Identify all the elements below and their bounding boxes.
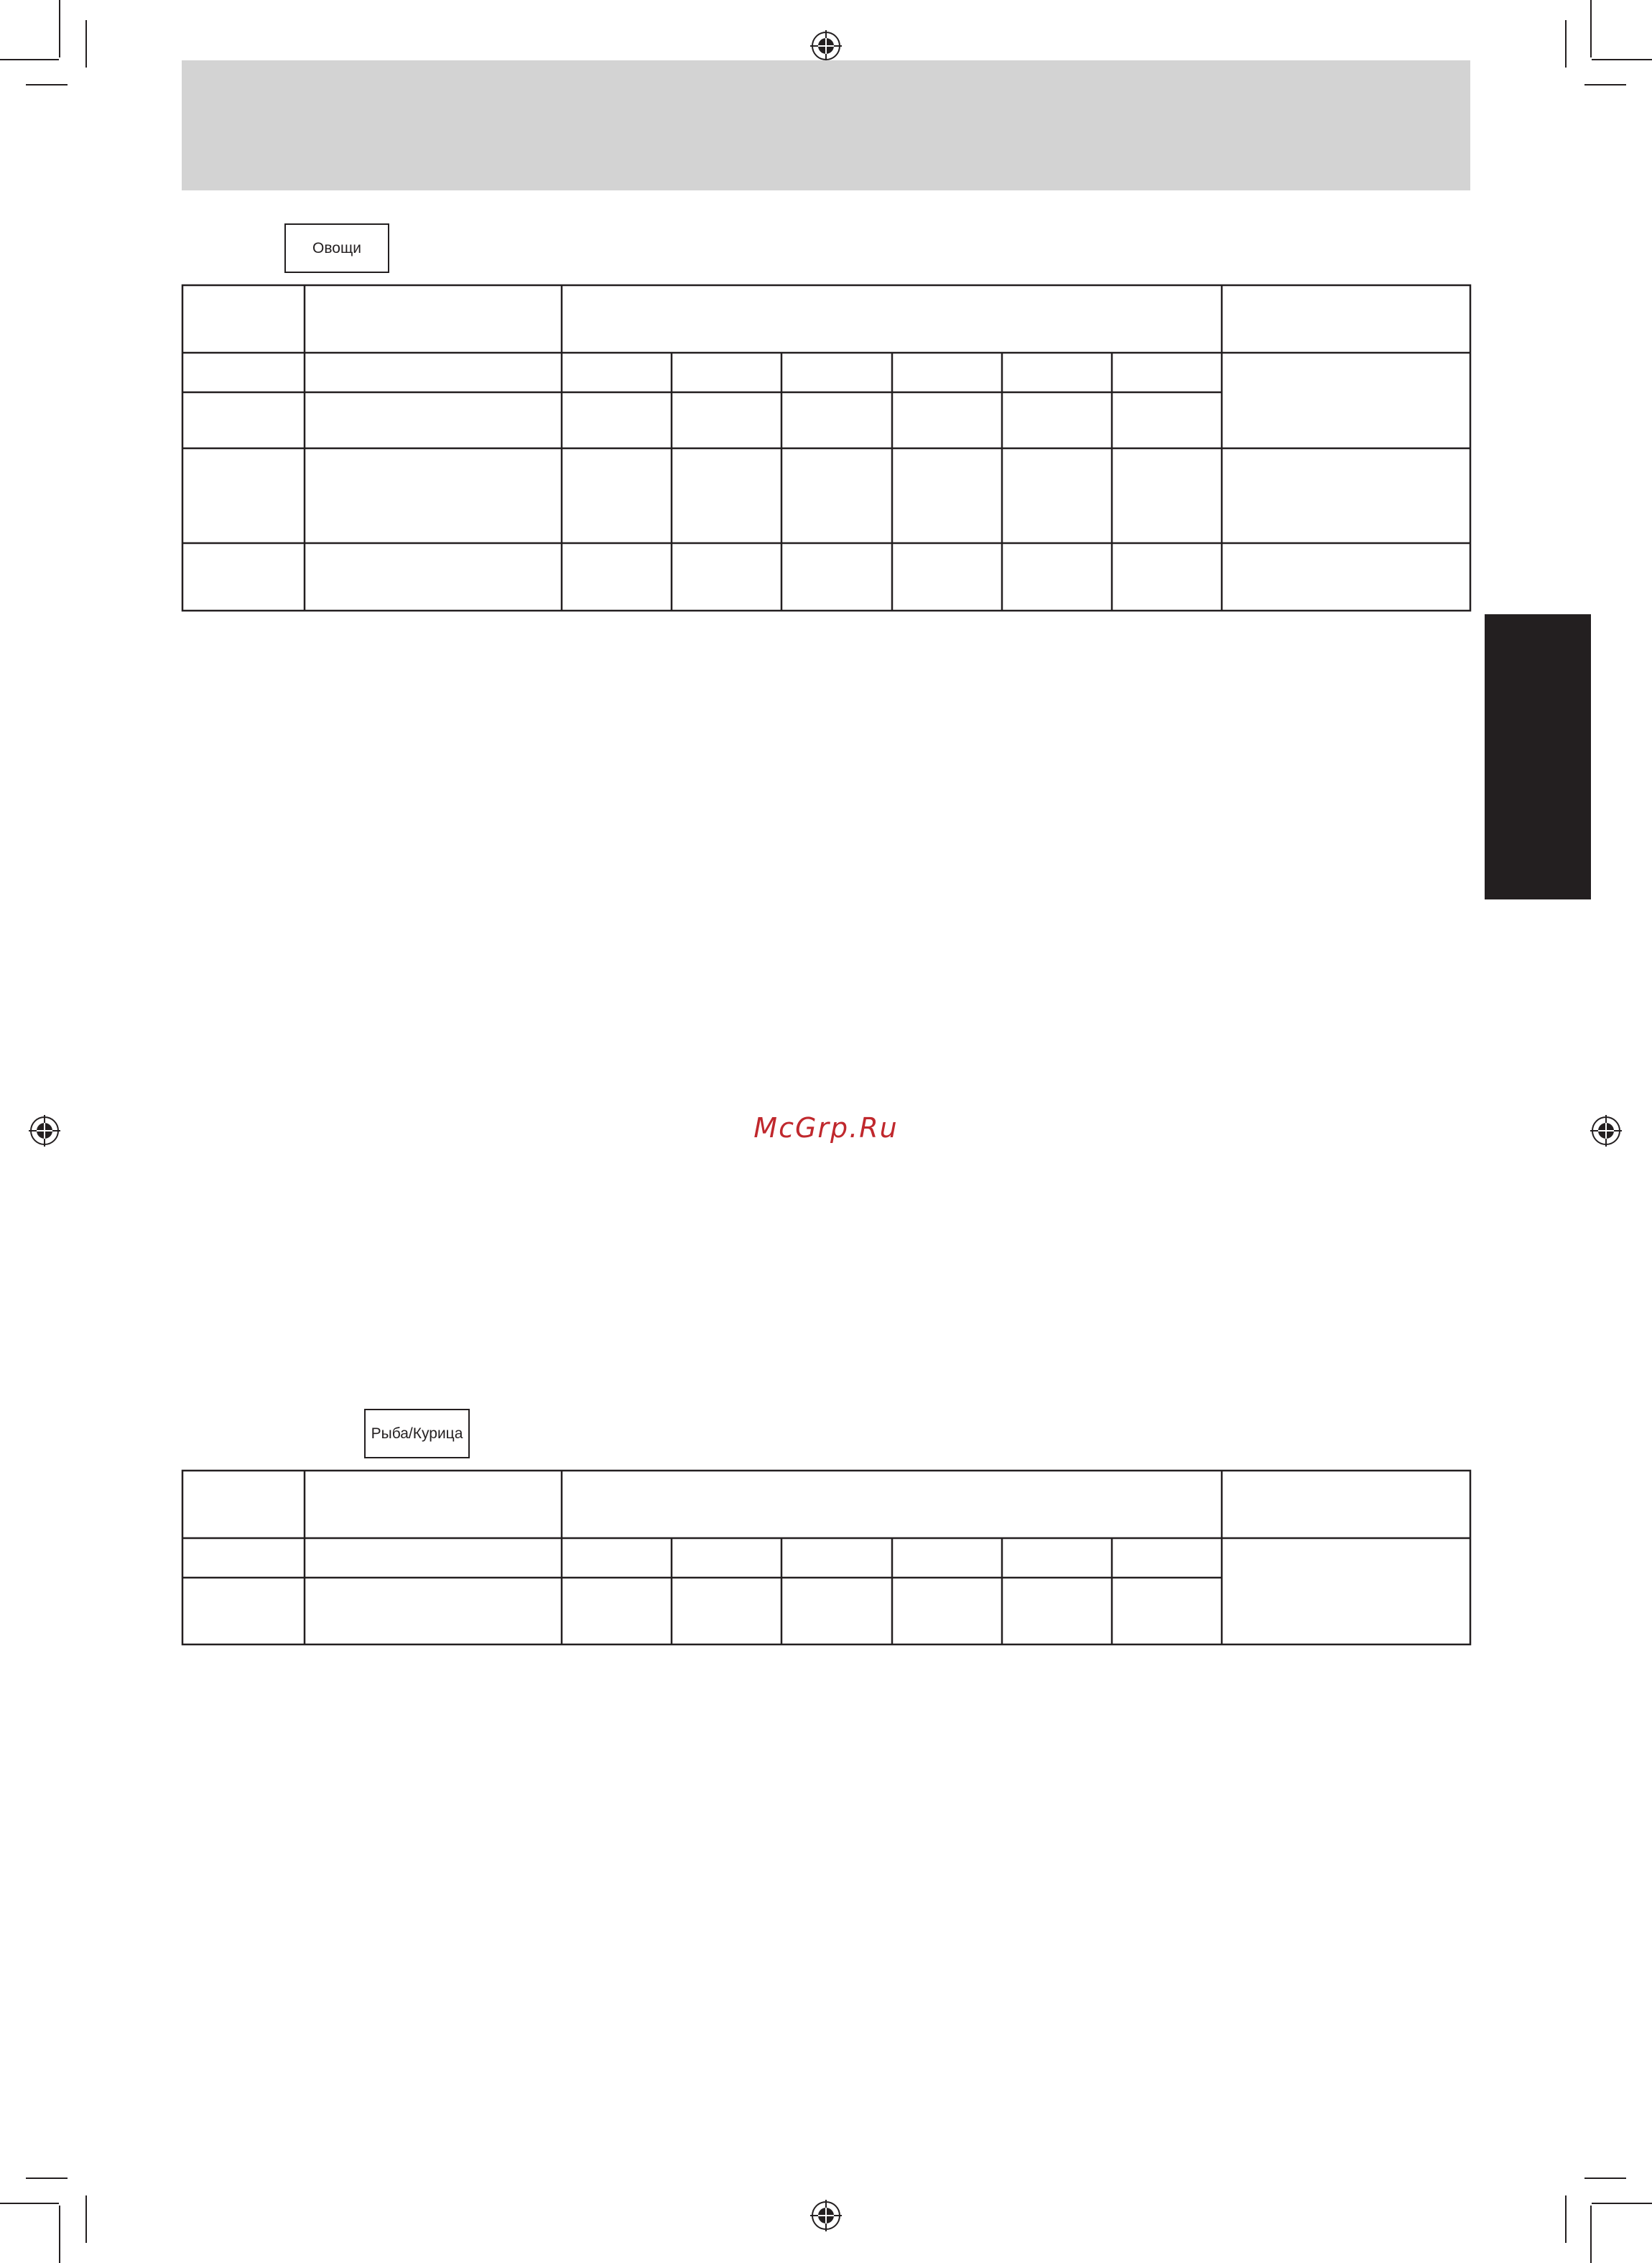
- watermark: McGrp.Ru: [753, 1112, 899, 1144]
- category-label-vegetables: Овощи: [284, 223, 389, 273]
- category-label-fish-chicken: Рыба/Курица: [364, 1409, 470, 1458]
